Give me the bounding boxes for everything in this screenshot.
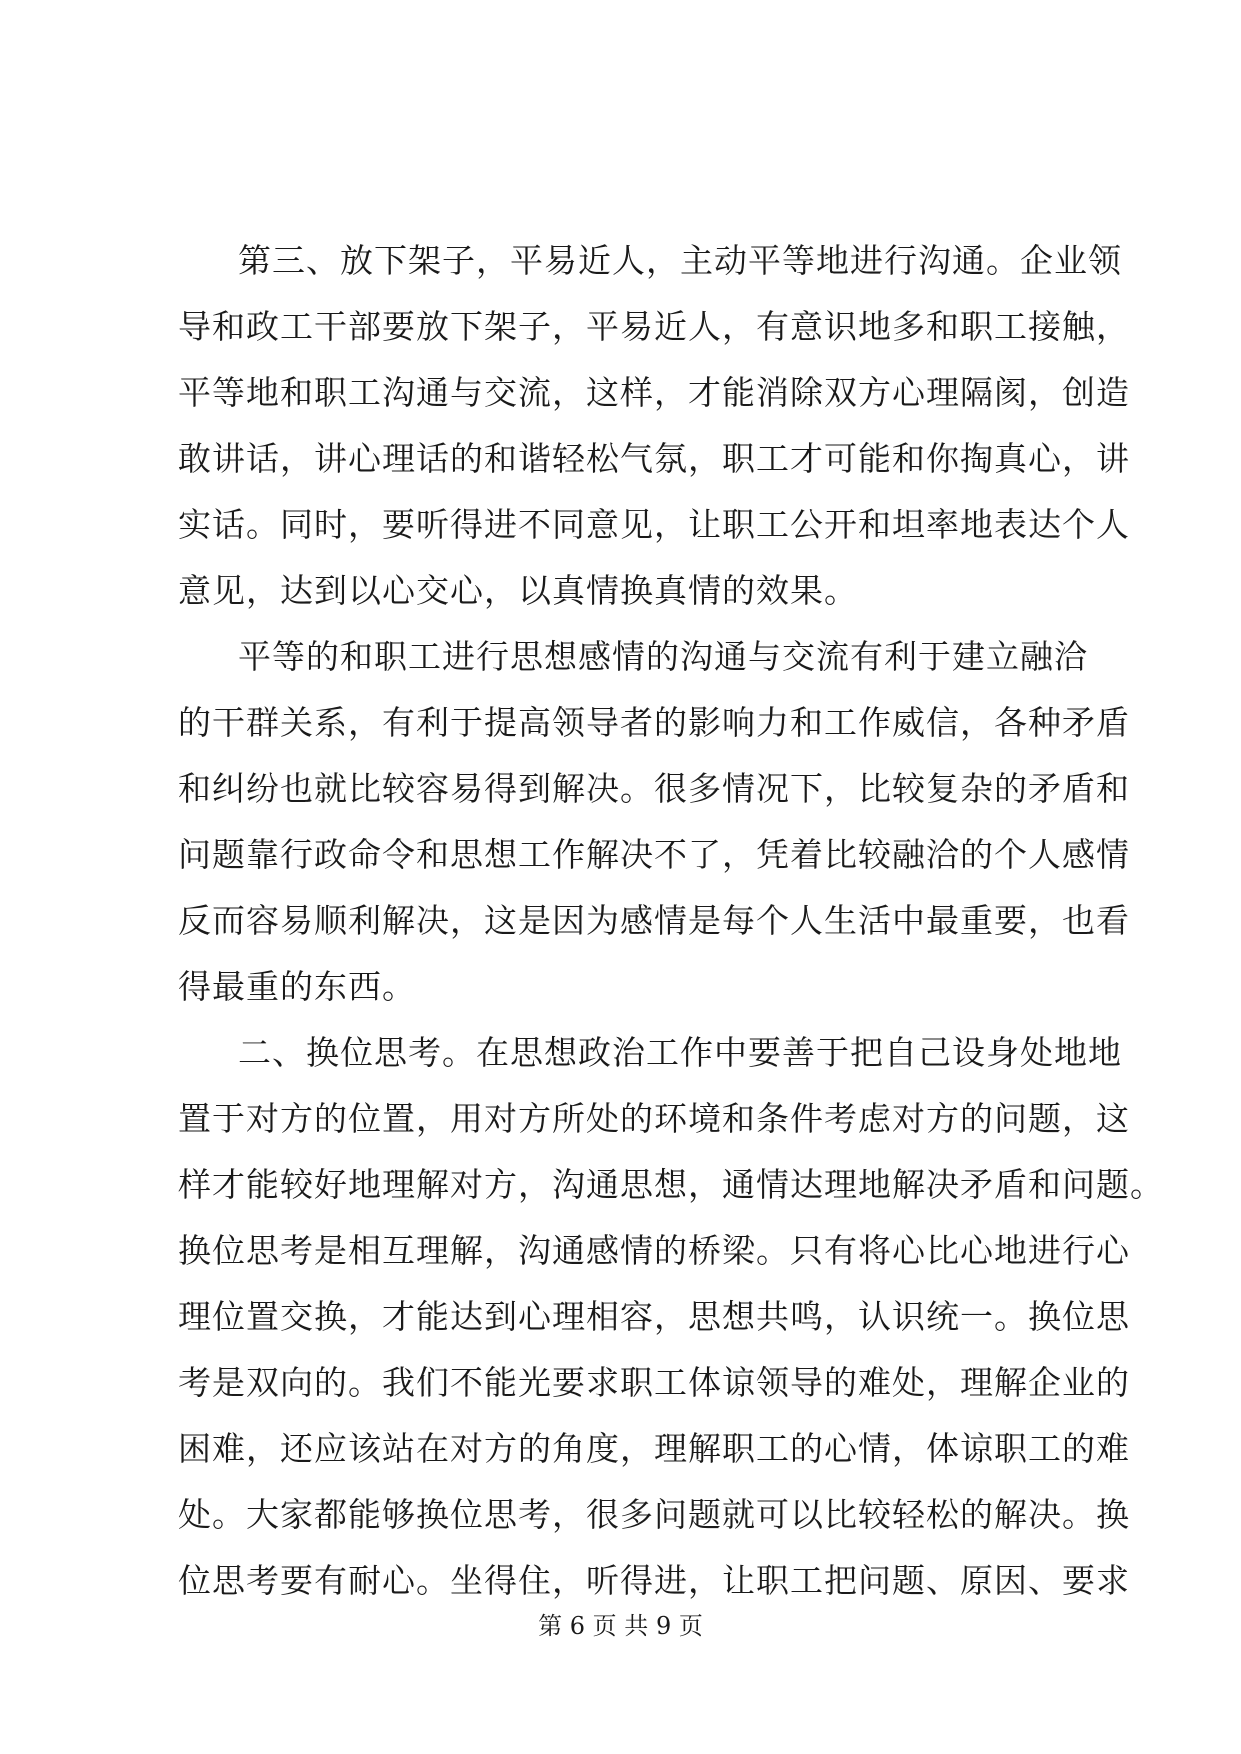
page-number-footer: 第 6 页 共 9 页: [538, 1612, 703, 1640]
paragraph-line: 位思考要有耐心。坐得住，听得进，让职工把问题、原因、要求: [178, 1561, 1130, 1600]
paragraph-line: 理位置交换，才能达到心理相容，思想共鸣，认识统一。换位思: [178, 1297, 1130, 1336]
body-text: [178, 228, 1164, 1614]
paragraph-line: 样才能较好地理解对方，沟通思想，通情达理地解决矛盾和问题。: [178, 1165, 1164, 1204]
paragraph-line: 换位思考是相互理解，沟通感情的桥梁。只有将心比心地进行心: [178, 1231, 1130, 1270]
paragraph-line: 实话。同时，要听得进不同意见，让职工公开和坦率地表达个人: [178, 505, 1130, 544]
paragraph-line: 的干群关系，有利于提高领导者的影响力和工作威信，各种矛盾: [178, 703, 1130, 742]
paragraph-line: 处。大家都能够换位思考，很多问题就可以比较轻松的解决。换: [178, 1495, 1130, 1534]
paragraph-line: 第三、放下架子，平易近人，主动平等地进行沟通。企业领: [238, 241, 1122, 280]
paragraph-2: [178, 624, 1130, 1020]
paragraph-3: [178, 1020, 1164, 1614]
paragraph-line: 敢讲话，讲心理话的和谐轻松气氛，职工才可能和你掏真心，讲: [178, 439, 1130, 478]
paragraph-line: 置于对方的位置，用对方所处的环境和条件考虑对方的问题，这: [178, 1099, 1130, 1138]
paragraph-1: [178, 228, 1130, 624]
paragraph-line: 意见，达到以心交心，以真情换真情的效果。: [178, 571, 858, 610]
paragraph-line: 考是双向的。我们不能光要求职工体谅领导的难处，理解企业的: [178, 1363, 1130, 1402]
paragraph-line: 二、换位思考。在思想政治工作中要善于把自己设身处地地: [238, 1033, 1122, 1072]
paragraph-line: 导和政工干部要放下架子，平易近人，有意识地多和职工接触，: [178, 307, 1130, 346]
paragraph-line: 平等地和职工沟通与交流，这样，才能消除双方心理隔阂，创造: [178, 373, 1130, 412]
paragraph-line: 困难，还应该站在对方的角度，理解职工的心情，体谅职工的难: [178, 1429, 1130, 1468]
paragraph-line: 平等的和职工进行思想感情的沟通与交流有利于建立融洽: [238, 637, 1088, 676]
paragraph-line: 问题靠行政命令和思想工作解决不了，凭着比较融洽的个人感情: [178, 835, 1130, 874]
paragraph-line: 和纠纷也就比较容易得到解决。很多情况下，比较复杂的矛盾和: [178, 769, 1130, 808]
paragraph-line: 得最重的东西。: [178, 967, 416, 1006]
paragraph-line: 反而容易顺利解决，这是因为感情是每个人生活中最重要，也看: [178, 901, 1130, 940]
